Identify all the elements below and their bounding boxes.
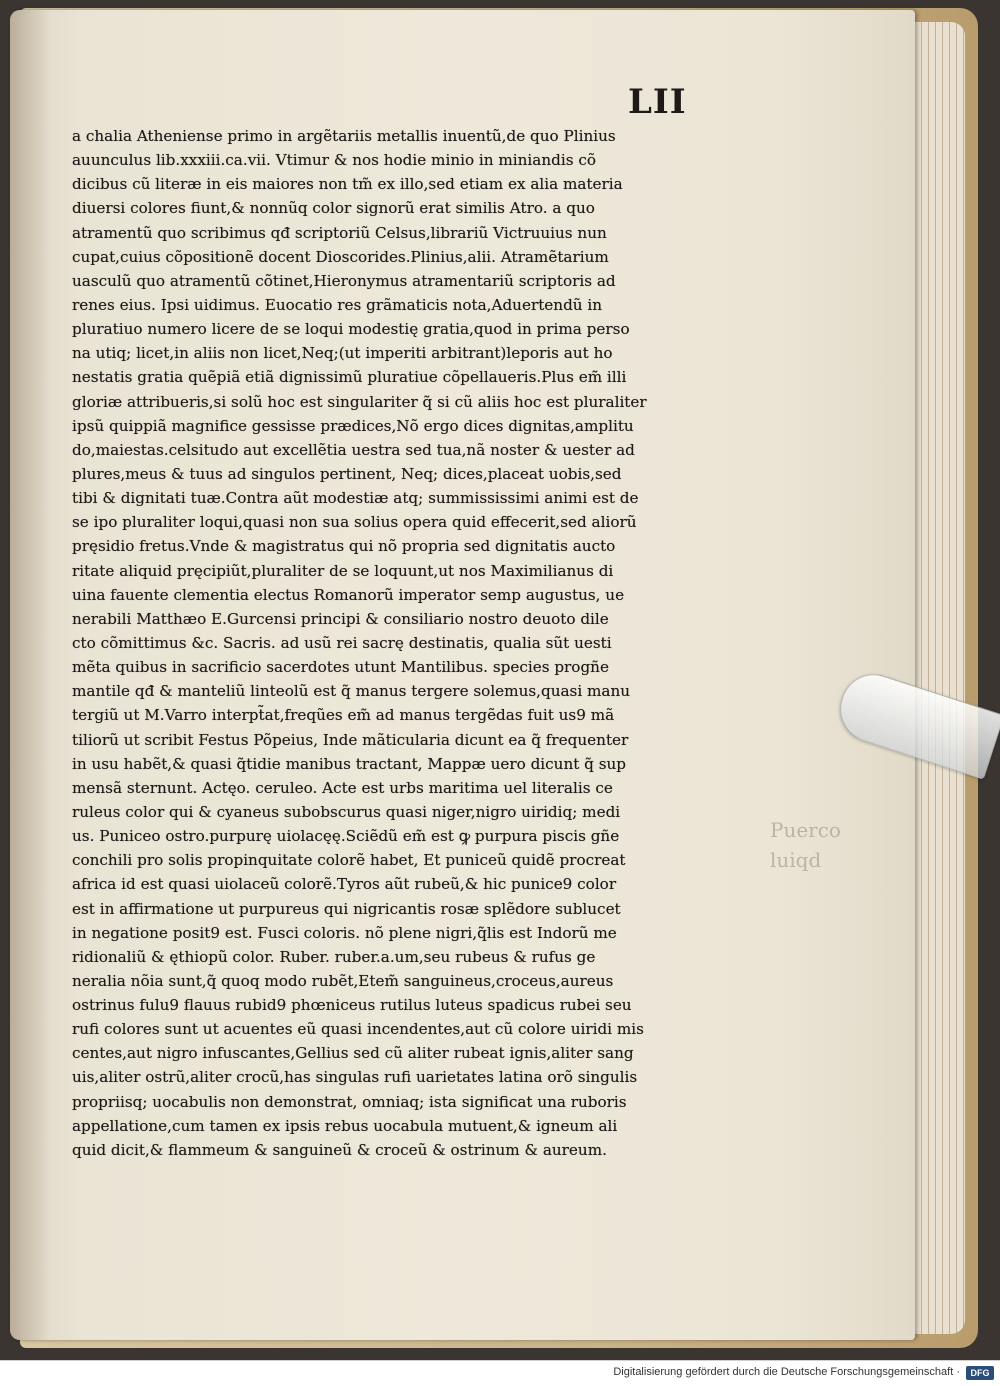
text-line: rufi colores sunt ut acuentes eũ quasi incendentes,aut cũ colore uiridi mis — [72, 1020, 644, 1039]
text-line: mẽta quibus in sacrificio sacerdotes utunt Mantilibus. species progñe — [72, 658, 609, 677]
text-line: us. Puniceo ostro.purpurę uiolacęę.Sciẽdũ em̃ est ꝙ purpura piscis gñe — [72, 827, 620, 846]
bleed-through-text: Puerco — [770, 818, 841, 842]
text-line: nerabili Matthæo E.Gurcensi principi & consiliario nostro deuoto dile — [72, 609, 609, 628]
text-line: centes,aut nigro infuscantes,Gellius sed cũ aliter rubeat ignis,aliter sang — [72, 1044, 634, 1063]
text-line: ipsũ quippiã magnifice gessisse prædices,Nõ ergo dices dignitas,amplitu — [72, 416, 634, 435]
text-line: tiliorũ ut scribit Festus Põpeius, Inde mãticularia dicunt ea q̃ frequenter — [72, 730, 629, 749]
text-line: plures,meus & tuus ad singulos pertinent, Neq; dices,placeat uobis,sed — [72, 464, 622, 483]
text-line: pręsidio fretus.Vnde & magistratus qui nõ propria sed dignitatis aucto — [72, 537, 616, 556]
text-line: uis,aliter ostrũ,aliter crocũ,has singulas rufi uarietates latina orõ singulis — [72, 1068, 638, 1087]
text-line: cto cõmittimus &c. Sacris. ad usũ rei sacrę destinatis, qualia sũt uesti — [72, 633, 612, 652]
text-line: mantile qđ & manteliũ linteolũ est q̃ manus tergere solemus,quasi manu — [72, 682, 631, 701]
text-line: cupat,cuius cõpositionẽ docent Dioscorides.Plinius,alii. Atramẽtarium — [72, 247, 609, 266]
text-line: uina fauente clementia electus Romanorũ imperator semp augustus, ue — [72, 585, 625, 604]
text-line: dicibus cũ literæ in eis maiores non tm̃ ex illo,sed etiam ex alia materia — [72, 175, 623, 194]
footer-bar — [0, 1360, 1000, 1386]
text-line: tergiũ ut M.Varro interpt̃at,freqũes em̃ ad manus tergẽdas fuit us9 mã — [72, 706, 615, 725]
text-line: mensã sternunt. Actęo. ceruleo. Acte est urbs maritima uel literalis ce — [72, 778, 613, 797]
text-line: a chalia Atheniense primo in argẽtariis metallis inuentũ,de quo Plinius — [72, 127, 616, 145]
folio-number: LII — [628, 82, 687, 122]
dfg-logo-icon: DFG — [966, 1366, 994, 1380]
text-line: africa id est quasi uiolaceũ colorẽ.Tyros aũt rubeũ,& hic punice9 color — [72, 875, 617, 894]
text-line: est in affirmatione ut purpureus qui nigricantis rosæ splẽdore sublucet — [72, 899, 621, 918]
text-line: pluratiuo numero licere de se loqui modestię gratia,quod in prima perso — [72, 320, 630, 339]
text-line: quid dicit,& flammeum & sanguineũ & croceũ & ostrinum & aureum. — [72, 1140, 607, 1159]
text-line: ostrinus fulu9 flauus rubid9 phœniceus rutilus luteus spadicus rubei seu — [72, 996, 632, 1015]
text-line: nestatis gratia quẽpiã etiã dignissimũ pluratiue cõpellaueris.Plus em̃ illi — [72, 368, 627, 387]
text-block — [72, 124, 712, 1162]
text-line: propriisq; uocabulis non demonstrat, omniaq; ista significat una ruboris — [72, 1092, 627, 1111]
bleed-through-text: luiqd — [770, 848, 822, 872]
text-line: tibi & dignitati tuæ.Contra aũt modestiæ atq; summississimi animi est de — [72, 489, 639, 508]
text-line: auunculus lib.xxxiii.ca.vii. Vtimur & nos hodie minio in miniandis cõ — [72, 151, 596, 170]
text-line: in negatione posit9 est. Fusci coloris. nõ plene nigri,q̃lis est Indorũ me — [72, 923, 617, 942]
text-line: neralia nõia sunt,q̃ quoq modo rubẽt,Etem̃ sanguineus,croceus,aureus — [72, 971, 614, 990]
text-line: conchili pro solis propinquitate colorẽ habet, Et puniceũ quidẽ procreat — [72, 851, 626, 870]
text-line: diuersi colores fiunt,& nonnũq color signorũ erat similis Atro. a quo — [72, 199, 595, 218]
funding-credit: Digitalisierung gefördert durch die Deutsche Forschungsgemeinschaft · — [613, 1366, 960, 1378]
text-line: do,maiestas.celsitudo aut excellẽtia uestra sed tua,nã noster & uester ad — [72, 440, 635, 459]
text-line: se ipo pluraliter loqui,quasi non sua solius opera quid effecerit,sed aliorũ — [72, 513, 637, 532]
text-line: ruleus color qui & cyaneus subobscurus quasi niger,nigro uiridiq; medi — [72, 802, 621, 821]
text-line: na utiq; licet,in aliis non licet,Neq;(ut imperiti arbitrant)leporis aut ho — [72, 344, 613, 363]
text-line: renes eius. Ipsi uidimus. Euocatio res grãmaticis nota,Aduertendũ in — [72, 295, 603, 314]
gutter-shadow — [10, 10, 50, 1340]
text-line: appellatione,cum tamen ex ipsis rebus uocabula mutuent,& igneum ali — [72, 1116, 618, 1135]
text-line: uasculũ quo atramentũ cõtinet,Hieronymus atramentariũ scriptoris ad — [72, 271, 616, 290]
text-line: ridionaliũ & ęthiopũ color. Ruber. ruber.a.um,seu rubeus & rufus ge — [72, 947, 596, 966]
text-line: atramentũ quo scribimus qđ scriptoriũ Celsus,librariũ Victruuius nun — [72, 223, 607, 242]
text-line: gloriæ attribueris,si solũ hoc est singulariter q̃ si cũ aliis hoc est pluraliter — [72, 392, 647, 411]
text-line: in usu habẽt,& quasi q̃tidie manibus tractant, Mappæ uero dicunt q̃ sup — [72, 754, 627, 773]
text-line: ritate aliquid pręcipiũt,pluraliter de se loquunt,ut nos Maximilianus di — [72, 561, 614, 580]
